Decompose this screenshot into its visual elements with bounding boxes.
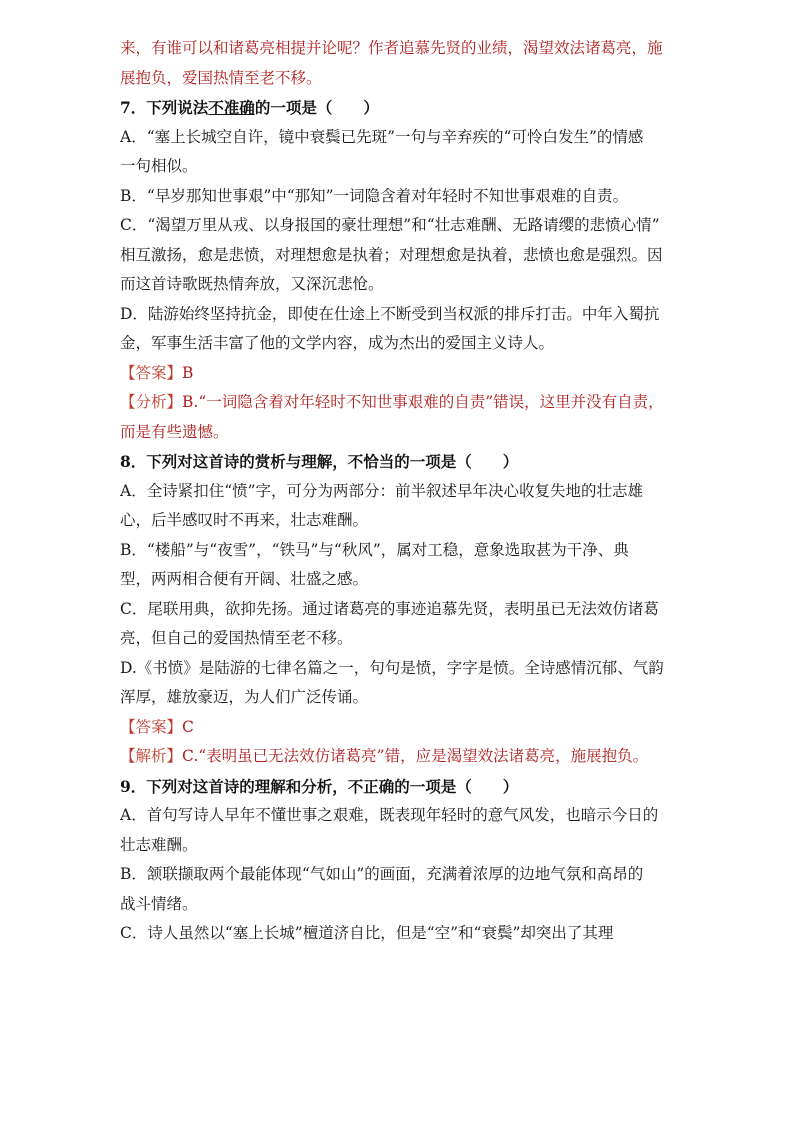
q7-option-b-line-1: B．“早岁那知世事艰”中“那知”一词隐含着对年轻时不知世事艰难的自责。 — [120, 186, 629, 205]
q8-option-d-line-1: D.《书愤》是陆游的七律名篇之一，句句是愤，字字是愤。全诗感情沉郁、气韵 — [120, 658, 664, 677]
q7-option-c-line-3: 而这首诗歌既热情奔放，又深沉悲怆。 — [120, 275, 384, 293]
q7-analysis-line-1 — [120, 388, 676, 418]
question-7-prefix: 7．下列说法 — [120, 98, 209, 117]
q8-answer-value: C — [182, 717, 194, 736]
document-page — [120, 34, 676, 949]
q8-option-a-line-2: 心，后半感叹时不再来，壮志难酬。 — [120, 511, 369, 529]
intro-line-1: 来，有谁可以和诸葛亮相提并论呢？作者追慕先贤的业绩，渴望效法诸葛亮，施 — [120, 39, 663, 57]
q8-option-b-line-1: B．“楼船”与“夜雪”，“铁马”与“秋风”，属对工稳，意象选取甚为干净、典 — [120, 540, 629, 559]
q7-answer-tag: 【答案】 — [120, 363, 183, 382]
q7-option-c-line-2: 相互激扬，愈是悲愤，对理想愈是执着；对理想愈是执着，悲愤也愈是强烈。因 — [120, 245, 663, 264]
q7-option-c-line-1: C．“渴望万里从戎、以身报国的豪壮理想”和“壮志难酬、无路请缨的悲愤心情” — [120, 216, 660, 234]
question-8-title: 8．下列对这首诗的赏析与理解，不恰当的一项是（ ） — [120, 452, 519, 471]
q8-answer-tag: 【答案】 — [120, 717, 183, 736]
q9-option-a-line-2: 壮志难酬。 — [120, 835, 198, 854]
q9-option-a-line-1: A．首句写诗人早年不懂世事之艰难，既表现年轻时的意气风发，也暗示今日的 — [120, 806, 659, 824]
q8-option-c-line-1: C．尾联用典，欲抑先扬。通过诸葛亮的事迹追慕先贤，表明虽已无法效仿诸葛 — [120, 599, 659, 618]
q7-answer-value: B — [182, 363, 194, 382]
question-7-suffix: 的一项是（ ） — [254, 98, 379, 117]
q8-analysis-text: C.“表明虽已无法效仿诸葛亮”错，应是渴望效法诸葛亮，施展抱负。 — [182, 747, 649, 765]
q9-option-c-line-1: C．诗人虽然以“塞上长城”檀道济自比，但是“空”和“衰鬓”却突出了其理 — [120, 924, 614, 942]
q8-analysis-line-1 — [120, 742, 676, 772]
q8-option-d-line-2: 浑厚，雄放豪迈，为人们广泛传诵。 — [120, 688, 369, 706]
q9-option-b-line-1: B．颔联撷取两个最能体现“气如山”的画面，充满着浓厚的边地气氛和高昂的 — [120, 865, 644, 883]
q8-option-a-line-1: A．全诗紧扣住“愤”字，可分为两部分：前半叙述早年决心收复失地的壮志雄 — [120, 481, 644, 500]
q8-option-b-line-2: 型，两两相合便有开阔、壮盛之感。 — [120, 570, 369, 588]
q7-option-a-line-1: A．“塞上长城空自许，镜中衰鬓已先斑”一句与辛弃疾的“可怜白发生”的情感 — [120, 127, 644, 146]
question-9-title: 9．下列对这首诗的理解和分析，不正确的一项是（ ） — [120, 776, 519, 796]
q7-answer — [120, 359, 676, 389]
q7-analysis-tag: 【分析】 — [120, 393, 183, 411]
q7-analysis-text: B.“一词隐含着对年轻时不知世事艰难的自责”错误，这里并没有自责， — [182, 393, 664, 411]
q7-option-d-line-2: 金，军事生活丰富了他的文学内容，成为杰出的爱国主义诗人。 — [120, 334, 555, 352]
q8-option-c-line-2: 亮，但自己的爱国热情至老不移。 — [120, 629, 353, 647]
q8-answer — [120, 713, 676, 743]
q9-option-b-line-2: 战斗情绪。 — [120, 894, 198, 913]
question-7-title — [120, 93, 676, 123]
question-7-underlined: 不准确 — [208, 98, 255, 117]
q7-option-a-line-2: 一句相似。 — [120, 157, 198, 175]
intro-line-2: 展抱负，爱国热情至老不移。 — [120, 68, 322, 87]
q8-analysis-tag: 【解析】 — [120, 747, 183, 765]
q7-option-d-line-1: D．陆游始终坚持抗金，即使在仕途上不断受到当权派的排斥打击。中年入蜀抗 — [120, 304, 660, 323]
q7-analysis-line-2: 而是有些遗憾。 — [120, 422, 229, 441]
